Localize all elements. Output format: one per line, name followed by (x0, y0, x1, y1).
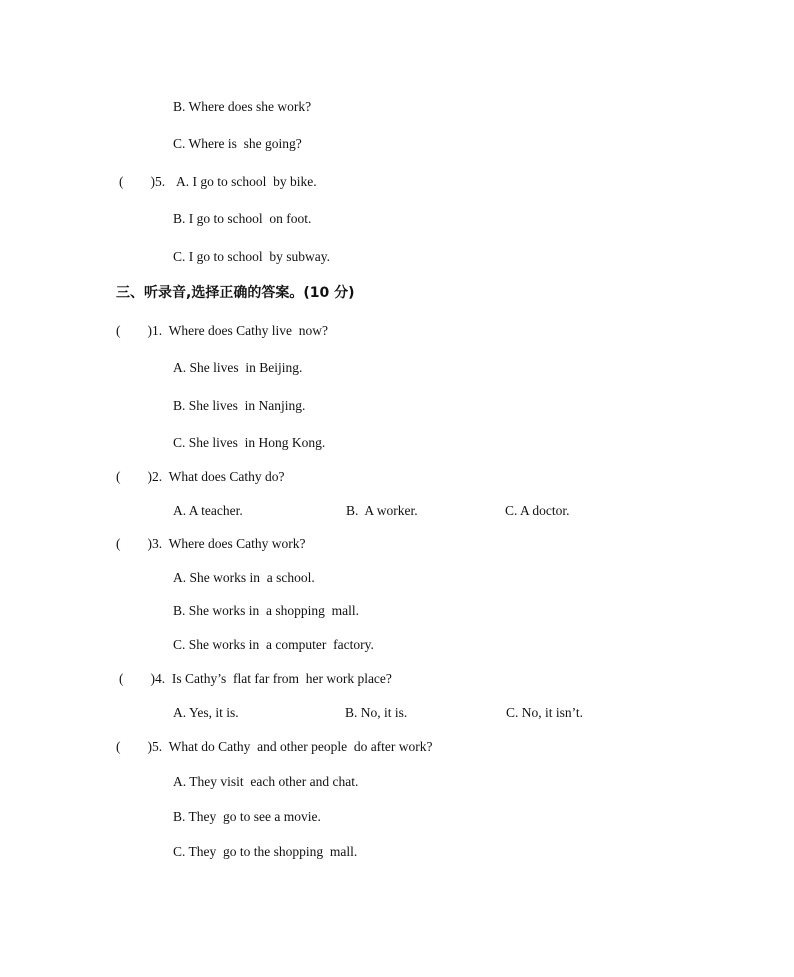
section-3-title: 三、听录音,选择正确的答案。(10 分) (116, 285, 355, 301)
question-2-option-b: B. A worker. (346, 503, 418, 518)
question-2-option-c: C. A doctor. (505, 503, 570, 518)
question-5-bracket: ( )5. (119, 174, 166, 189)
question-5-stem: ( )5. What do Cathy and other people do after work? (116, 739, 433, 754)
question-1-option-c: C. She lives in Hong Kong. (173, 435, 326, 450)
question-1-option-a: A. She lives in Beijing. (173, 360, 303, 375)
question-5b-option-c: C. They go to the shopping mall. (173, 844, 358, 859)
question-5-option-b: B. I go to school on foot. (173, 211, 312, 226)
question-4-stem: ( )4. Is Cathy’s flat far from her work place? (119, 671, 392, 686)
question-2-option-a: A. A teacher. (173, 503, 243, 518)
question-3-option-b: B. She works in a shopping mall. (173, 603, 359, 618)
option-c: C. Where is she going? (173, 136, 302, 151)
question-5-option-c: C. I go to school by subway. (173, 249, 330, 264)
question-1-stem: ( )1. Where does Cathy live now? (116, 323, 328, 338)
option-b: B. Where does she work? (173, 99, 312, 114)
question-4-option-a: A. Yes, it is. (173, 705, 239, 720)
question-4-option-b: B. No, it is. (345, 705, 408, 720)
question-5b-option-a: A. They visit each other and chat. (173, 774, 359, 789)
question-3-stem: ( )3. Where does Cathy work? (116, 536, 306, 551)
question-1-option-b: B. She lives in Nanjing. (173, 398, 306, 413)
question-3-option-a: A. She works in a school. (173, 570, 315, 585)
question-5-option-a: A. I go to school by bike. (176, 174, 317, 189)
question-4-option-c: C. No, it isn’t. (506, 705, 584, 720)
question-3-option-c: C. She works in a computer factory. (173, 637, 374, 652)
question-2-stem: ( )2. What does Cathy do? (116, 469, 285, 484)
question-5b-option-b: B. They go to see a movie. (173, 809, 321, 824)
